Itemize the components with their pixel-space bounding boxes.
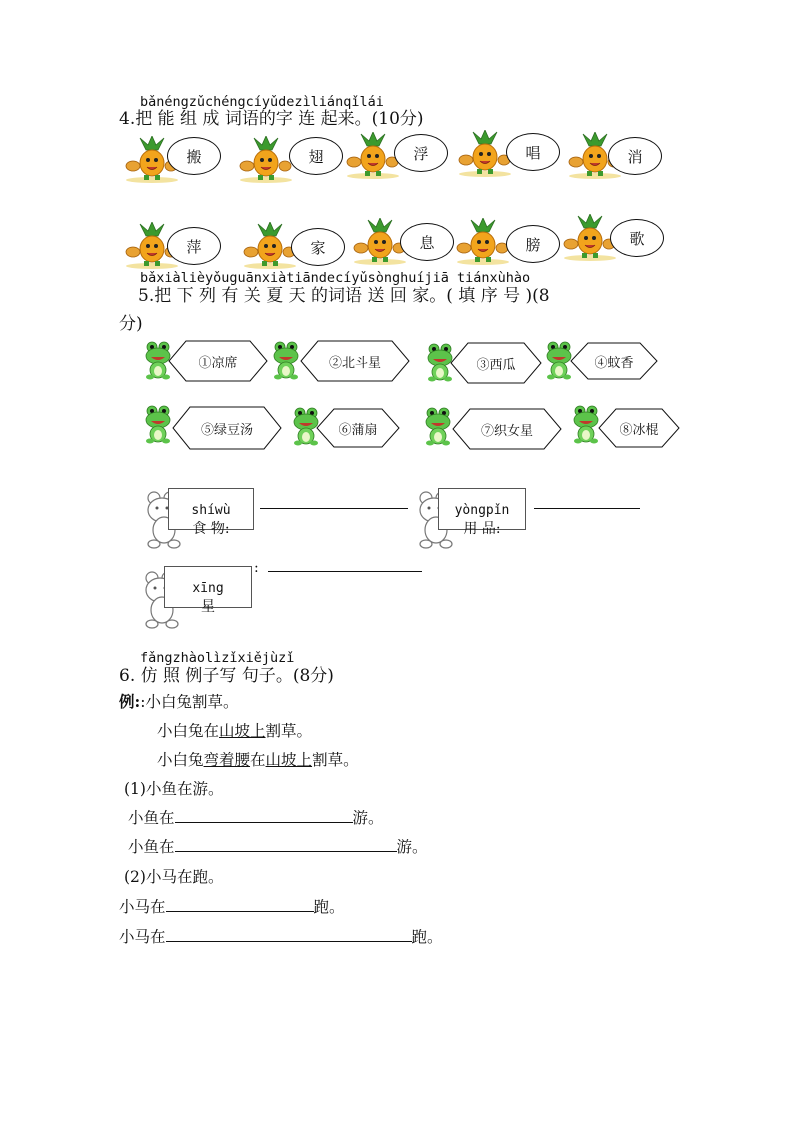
practice-2-label: (2)小马在跑。 <box>124 868 224 886</box>
frog-icon <box>545 340 573 384</box>
frog-icon <box>272 340 300 384</box>
pineapple-mascot-icon <box>455 218 511 270</box>
example-line-3 <box>157 748 359 770</box>
category-goods-label: 用 品: <box>463 521 501 537</box>
frog-icon <box>144 404 172 448</box>
word-bubble[interactable]: 唱 <box>506 133 560 171</box>
example-2-underlined: 山坡上 <box>219 722 266 740</box>
word-tag[interactable]: ①凉席 <box>168 340 268 382</box>
q4-pinyin: bǎnéngzǔchéngcíyǔdezìliánqǐlái <box>140 94 384 110</box>
category-goods-pinyin: yòngpǐn <box>454 503 510 518</box>
category-goods-answer-line[interactable] <box>534 508 640 509</box>
example-3-underlined-b: 山坡上 <box>265 751 313 769</box>
word-bubble[interactable]: 浮 <box>394 134 448 172</box>
practice-1-label: (1)小鱼在游。 <box>124 780 224 798</box>
example-3-post: 割草。 <box>312 751 359 769</box>
practice-2b-post: 跑。 <box>411 928 443 946</box>
category-food-label: 食 物: <box>192 521 230 537</box>
frog-icon <box>572 404 600 448</box>
practice-1a <box>128 806 384 828</box>
pineapple-mascot-icon <box>242 222 298 274</box>
example-3-mid: 在 <box>250 751 266 769</box>
q5-pinyin: bǎxiàlièyǒuguānxiàtiāndecíyǔsònghuíjiā tiánxùhào <box>140 270 531 286</box>
pineapple-mascot-icon <box>345 132 401 184</box>
category-star-box <box>164 566 252 615</box>
practice-2b-blank[interactable] <box>166 941 412 942</box>
practice-1a-pre: 小鱼在 <box>128 809 175 827</box>
example-2-post: 割草。 <box>265 722 313 740</box>
practice-1b-pre: 小鱼在 <box>128 838 175 856</box>
practice-2b <box>119 925 443 947</box>
example-2-pre: 小白兔在 <box>157 722 220 740</box>
practice-1a-post: 游。 <box>352 809 384 827</box>
word-tag[interactable]: ②北斗星 <box>300 340 410 382</box>
practice-1b-post: 游。 <box>396 838 428 856</box>
q5-title-cont: 分) <box>119 314 143 334</box>
word-tag[interactable]: ⑦织女星 <box>452 408 562 450</box>
practice-2a-post: 跑。 <box>313 898 345 916</box>
q5-title: 5.把 下 列 有 关 夏 天 的词语 送 回 家。( 填 序 号 )(8 <box>138 286 550 306</box>
word-bubble[interactable]: 消 <box>608 137 662 175</box>
word-bubble[interactable]: 歌 <box>610 219 664 257</box>
practice-2b-pre: 小马在 <box>119 928 166 946</box>
word-tag[interactable]: ⑤绿豆汤 <box>172 406 282 450</box>
q4-title: 4.把 能 组 成 词语的字 连 起来。(10分) <box>119 109 424 129</box>
practice-2a <box>119 895 345 917</box>
category-goods-box <box>438 488 526 537</box>
practice-1a-blank[interactable] <box>175 822 353 823</box>
example-sentence-1: :小白兔割草。 <box>140 693 239 711</box>
practice-2a-pre: 小马在 <box>119 898 166 916</box>
example-label: 例: <box>119 692 141 711</box>
category-star-answer-line[interactable] <box>268 571 422 572</box>
example-3-pre: 小白兔 <box>157 751 204 769</box>
practice-1b-blank[interactable] <box>175 851 397 852</box>
frog-icon <box>424 406 452 450</box>
practice-2a-blank[interactable] <box>166 911 314 912</box>
category-food-answer-line[interactable] <box>260 508 408 509</box>
category-star-pinyin: xīng <box>192 581 224 596</box>
word-bubble[interactable]: 膀 <box>506 225 560 263</box>
pineapple-mascot-icon <box>457 130 513 182</box>
word-tag[interactable]: ③西瓜 <box>450 342 542 384</box>
word-bubble[interactable]: 翅 <box>289 137 343 175</box>
example-3-underlined-a: 弯着腰 <box>203 751 251 769</box>
word-bubble[interactable]: 息 <box>400 223 454 261</box>
word-bubble[interactable]: 搬 <box>167 137 221 175</box>
category-star-colon: : <box>254 560 259 576</box>
practice-1b <box>128 835 428 857</box>
category-food-box <box>168 488 254 537</box>
word-bubble[interactable]: 萍 <box>167 227 221 265</box>
word-tag[interactable]: ④蚊香 <box>570 342 658 380</box>
category-star-label: 星 <box>201 599 215 615</box>
word-tag[interactable]: ⑧冰棍 <box>598 408 680 448</box>
q6-title: 6. 仿 照 例子写 句子。(8分) <box>119 666 334 686</box>
q6-pinyin: fǎngzhàolìzǐxiějùzǐ <box>140 650 295 666</box>
word-bubble[interactable]: 家 <box>291 228 345 266</box>
pineapple-mascot-icon <box>238 136 294 188</box>
word-tag[interactable]: ⑥蒲扇 <box>316 408 400 448</box>
example-line-2 <box>157 719 312 741</box>
category-food-pinyin: shíwù <box>191 503 231 518</box>
example-line-1 <box>119 690 238 712</box>
